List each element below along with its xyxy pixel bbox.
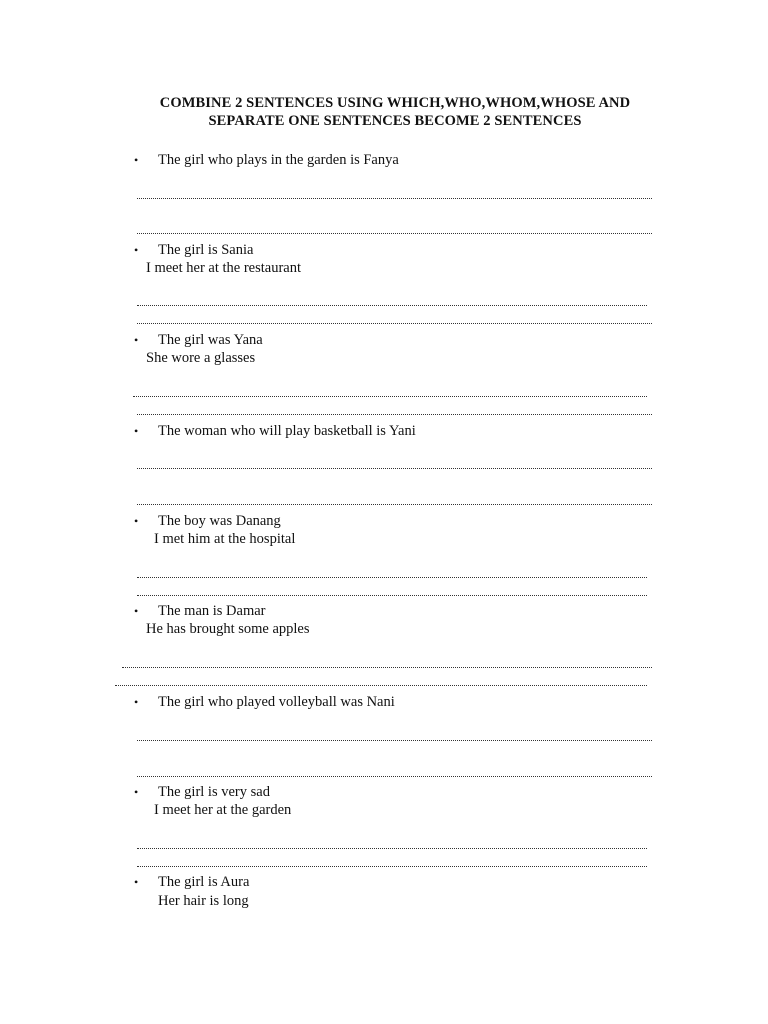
item-4-sentence: The woman who will play basketball is Yani xyxy=(158,423,416,439)
answer-line-4b[interactable] xyxy=(137,504,652,505)
bullet-7: • xyxy=(134,695,139,709)
bullet-1: • xyxy=(134,153,139,167)
bullet-3: • xyxy=(134,333,139,347)
item-9-sentence: The girl is Aura xyxy=(158,874,250,890)
answer-line-2a[interactable] xyxy=(137,305,647,306)
bullet-2: • xyxy=(134,243,139,257)
item-7-sentence: The girl who played volleyball was Nani xyxy=(158,694,395,710)
answer-line-1a[interactable] xyxy=(137,198,652,199)
item-3-sentence: The girl was Yana xyxy=(158,332,263,348)
answer-line-8b[interactable] xyxy=(137,866,647,867)
item-6-sentence: The man is Damar xyxy=(158,603,266,619)
title-line-1: COMBINE 2 SENTENCES USING WHICH,WHO,WHOM,WHOSE AND xyxy=(159,95,631,111)
item-8-sentence: The girl is very sad xyxy=(158,784,270,800)
item-2-sentence: The girl is Sania xyxy=(158,242,254,258)
bullet-4: • xyxy=(134,424,139,438)
answer-line-1b[interactable] xyxy=(137,233,652,234)
item-6-second-sentence: He has brought some apples xyxy=(146,621,310,637)
bullet-5: • xyxy=(134,514,139,528)
answer-line-8a[interactable] xyxy=(137,848,647,849)
answer-line-3b[interactable] xyxy=(137,414,652,415)
answer-line-6b[interactable] xyxy=(115,685,647,686)
answer-line-2b[interactable] xyxy=(137,323,652,324)
item-3-second-sentence: She wore a glasses xyxy=(146,350,256,366)
bullet-9: • xyxy=(134,875,139,889)
item-1-sentence: The girl who plays in the garden is Fanya xyxy=(158,152,399,168)
answer-line-7b[interactable] xyxy=(137,776,652,777)
item-9-second-sentence: Her hair is long xyxy=(158,893,249,909)
answer-line-7a[interactable] xyxy=(137,740,652,741)
item-5-sentence: The boy was Danang xyxy=(158,513,281,529)
item-5-second-sentence: I met him at the hospital xyxy=(154,531,296,547)
answer-line-5b[interactable] xyxy=(137,595,647,596)
answer-line-4a[interactable] xyxy=(137,468,652,469)
answer-line-3a[interactable] xyxy=(133,396,647,397)
answer-line-6a[interactable] xyxy=(122,667,652,668)
bullet-6: • xyxy=(134,604,139,618)
bullet-8: • xyxy=(134,785,139,799)
item-2-second-sentence: I meet her at the restaurant xyxy=(146,260,301,276)
item-8-second-sentence: I meet her at the garden xyxy=(154,802,292,818)
worksheet-title xyxy=(0,94,768,130)
answer-line-5a[interactable] xyxy=(137,577,647,578)
title-line-2: SEPARATE ONE SENTENCES BECOME 2 SENTENCES xyxy=(208,113,582,129)
